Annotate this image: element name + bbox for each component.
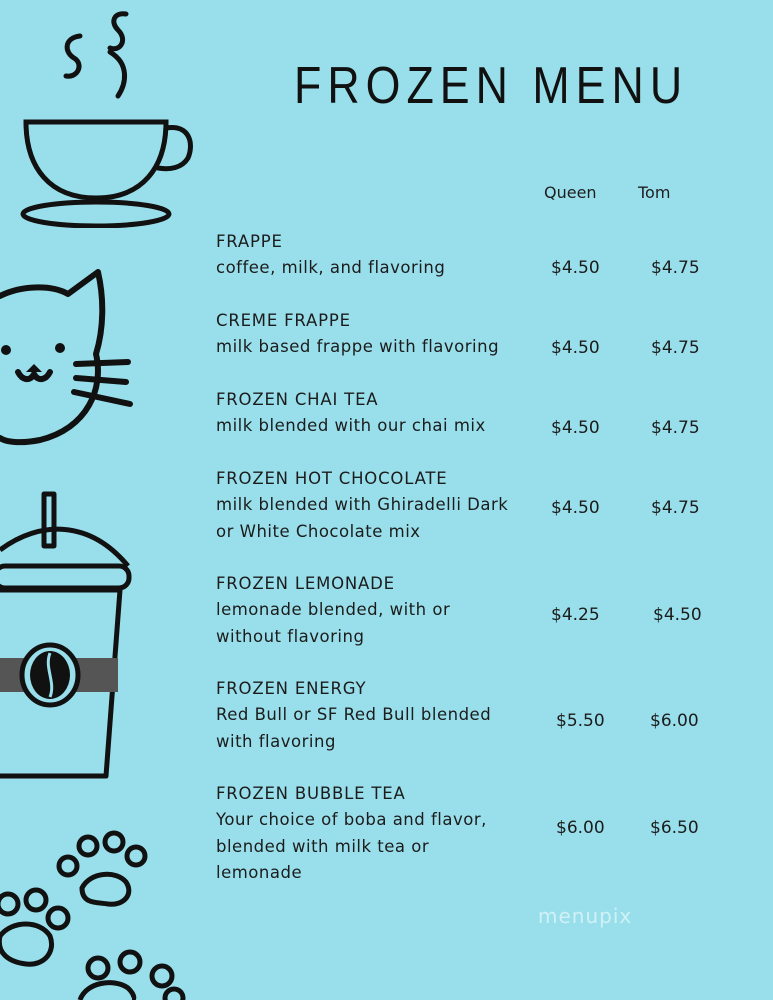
watermark: menupix bbox=[538, 904, 633, 928]
price-tom: $6.50 bbox=[650, 818, 699, 838]
item-name: FROZEN BUBBLE TEA bbox=[216, 784, 406, 803]
menu-item-frappe bbox=[216, 229, 526, 282]
menu-item-frozen-chai-tea bbox=[216, 387, 526, 440]
menu-item-frozen-energy bbox=[216, 676, 506, 755]
coffee-cup-icon bbox=[14, 8, 199, 228]
price-tom: $4.75 bbox=[651, 258, 700, 278]
price-queen: $5.50 bbox=[556, 711, 605, 731]
menu-item-frozen-hot-chocolate bbox=[216, 466, 516, 545]
price-tom: $4.75 bbox=[651, 498, 700, 518]
cat-face-icon bbox=[0, 268, 140, 448]
price-queen: $4.25 bbox=[551, 605, 600, 625]
item-description: lemonade blended, with or without flavoring bbox=[216, 600, 451, 646]
item-description: Your choice of boba and flavor, blended with milk tea or lemonade bbox=[216, 810, 487, 882]
menu-item-creme-frappe bbox=[216, 308, 526, 361]
price-tom: $4.75 bbox=[651, 338, 700, 358]
price-queen: $6.00 bbox=[556, 818, 605, 838]
price-queen: $4.50 bbox=[551, 258, 600, 278]
column-header-tom: Tom bbox=[638, 183, 671, 202]
item-name: FROZEN LEMONADE bbox=[216, 574, 395, 593]
item-description: milk blended with our chai mix bbox=[216, 416, 486, 435]
item-description: Red Bull or SF Red Bull blended with flavoring bbox=[216, 705, 492, 751]
price-tom: $4.75 bbox=[651, 418, 700, 438]
column-header-queen: Queen bbox=[544, 183, 597, 202]
menu-title: FROZEN MENU bbox=[294, 57, 689, 115]
price-tom: $4.50 bbox=[653, 605, 702, 625]
price-queen: $4.50 bbox=[551, 498, 600, 518]
item-name: FROZEN ENERGY bbox=[216, 679, 367, 698]
price-queen: $4.50 bbox=[551, 418, 600, 438]
item-name: FROZEN CHAI TEA bbox=[216, 390, 379, 409]
price-queen: $4.50 bbox=[551, 338, 600, 358]
item-name: CREME FRAPPE bbox=[216, 311, 351, 330]
frozen-drink-icon bbox=[0, 490, 140, 785]
item-name: FRAPPE bbox=[216, 232, 283, 251]
menu-item-frozen-lemonade bbox=[216, 571, 466, 650]
item-description: milk based frappe with flavoring bbox=[216, 337, 500, 356]
item-name: FROZEN HOT CHOCOLATE bbox=[216, 469, 448, 488]
paw-prints-icon bbox=[0, 826, 200, 1000]
item-description: milk blended with Ghiradelli Dark or White Chocolate mix bbox=[216, 495, 509, 541]
price-tom: $6.00 bbox=[650, 711, 699, 731]
item-description: coffee, milk, and flavoring bbox=[216, 258, 446, 277]
menu-item-frozen-bubble-tea bbox=[216, 781, 506, 887]
